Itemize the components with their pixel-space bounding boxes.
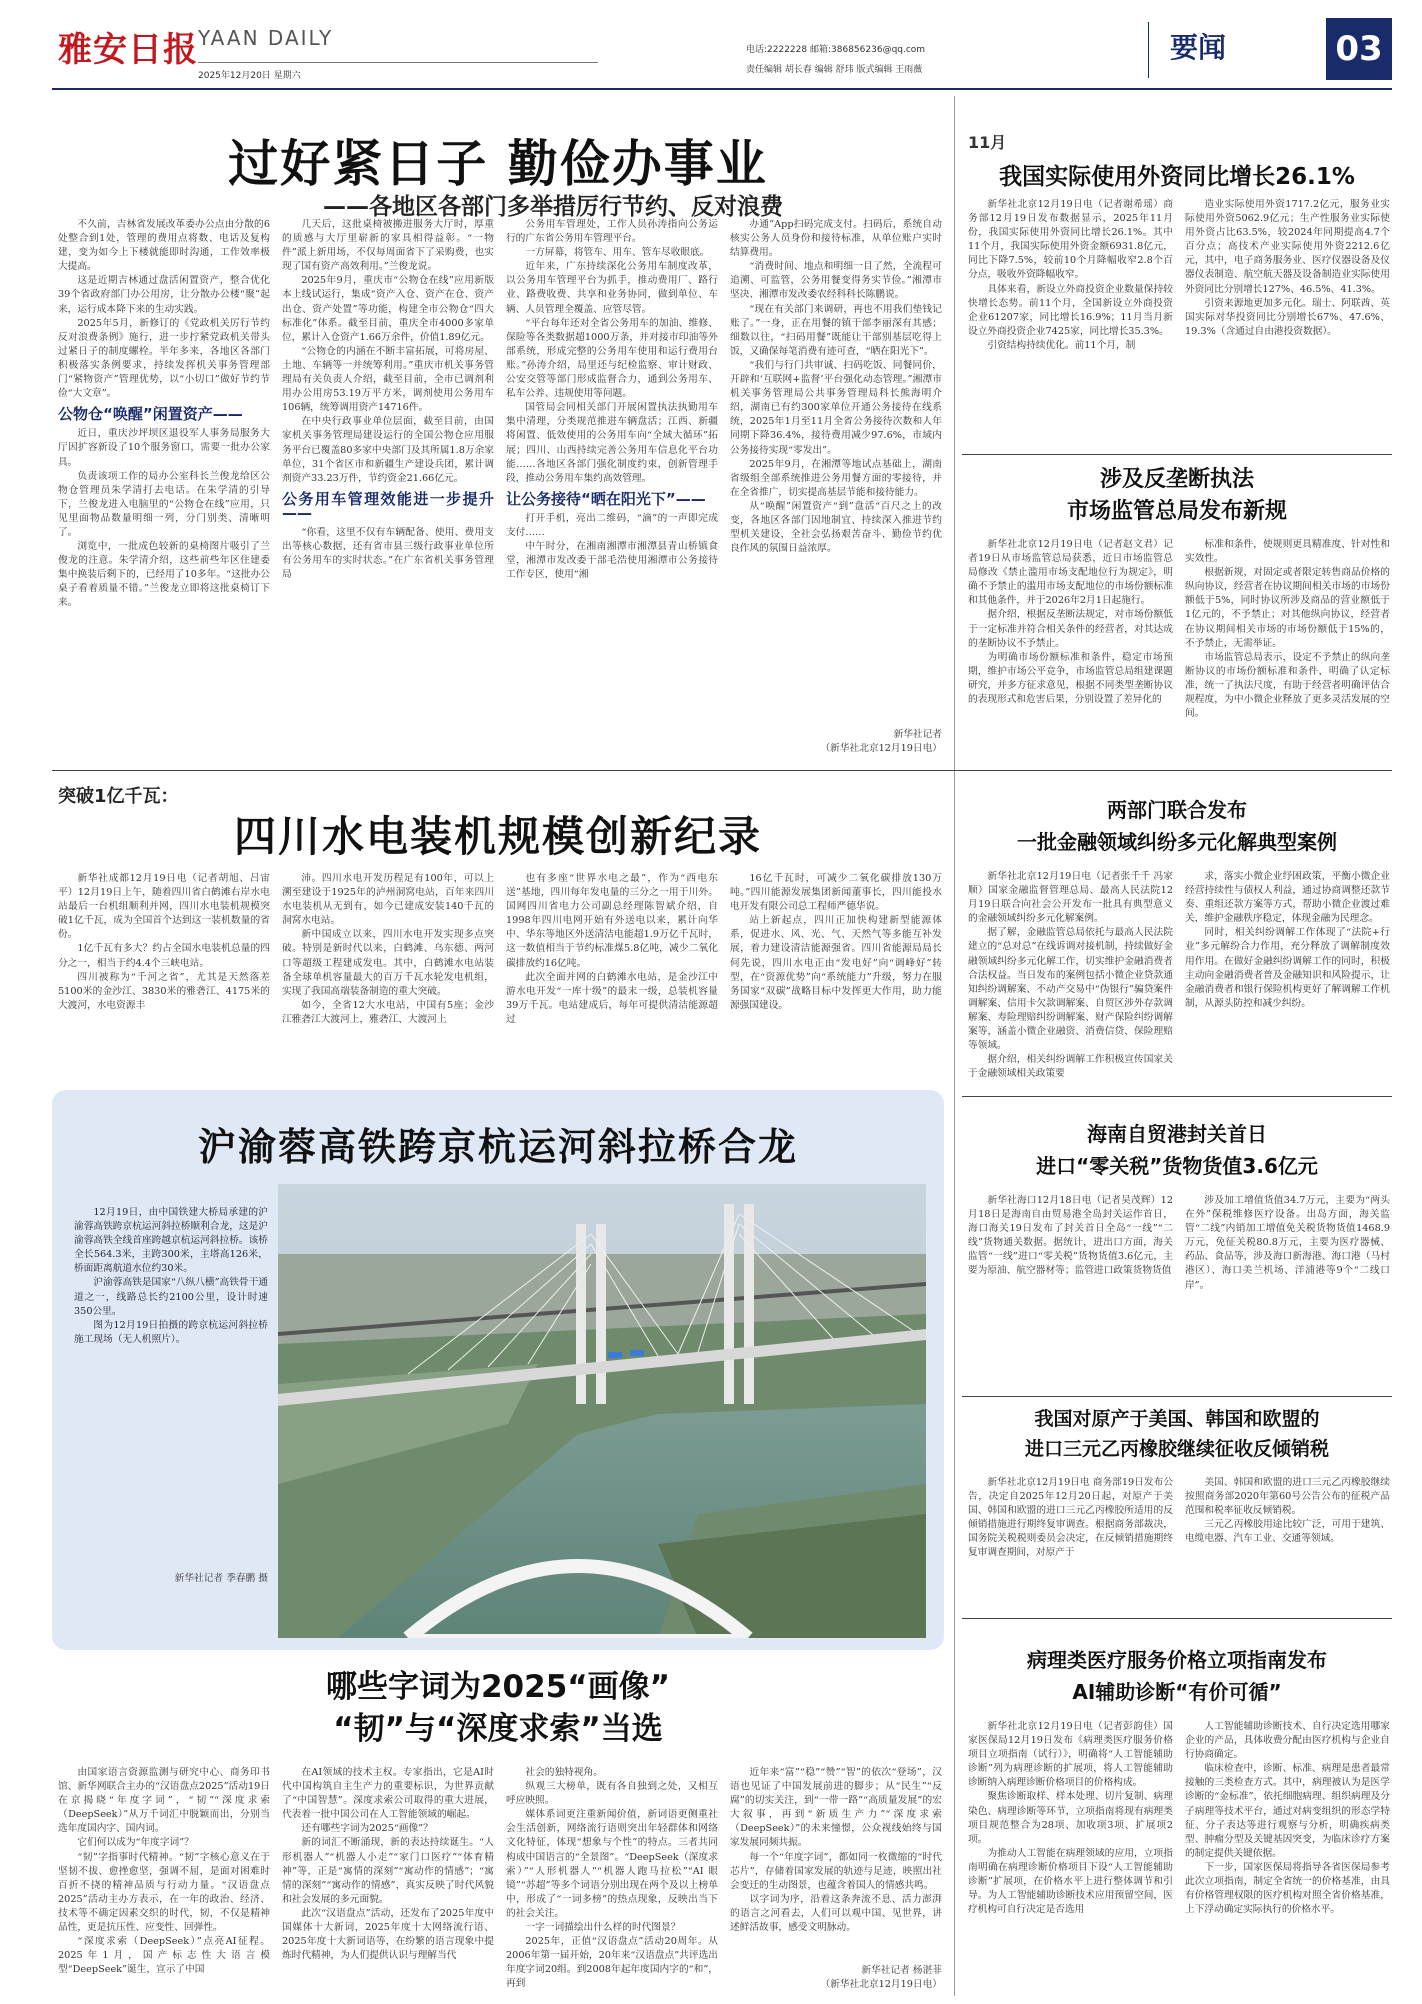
bridge-photo-illustration	[278, 1184, 926, 1638]
photo-credit: 新华社记者 季春鹏 摄	[174, 1573, 268, 1584]
article-10-title: 哪些字词为2025“画像” “韧”与“深度求索”当选	[325, 1669, 671, 1747]
paragraph: 从“唤醒”闲置资产“到”盘活“百尺之上的改变，各地区各部门因地制宜、持续深入推进节约型机关建设，全社会弘扬艰苦奋斗、勤俭节约优良作风的氛围日益浓厚。	[730, 500, 942, 555]
article-8-col-1	[968, 1476, 1173, 1612]
article-4-col-2	[282, 872, 494, 1072]
paragraph: 四川被称为“千河之省”，尤其是天然落差5100米的金沙江、3830米的雅砻江、4175米的大渡河，水电资源丰	[58, 971, 270, 1011]
newspaper-logo: 雅安日报	[58, 30, 198, 70]
paragraph: 一方屏幕，将管车、用车、管车尽收眼底。	[525, 247, 710, 259]
paragraph: “你看，这里不仅有车辆配备、使用、费用支出等核心数据，还有省市县三级行政事业单位所有公务用车的实时状态。”在广东省机关事务管理局	[282, 526, 494, 581]
paragraph-group	[58, 427, 270, 610]
article-10-source: （新华社北京12月19日电）	[820, 1979, 942, 1990]
article-10-byline: 新华社记者 杨湛菲	[861, 1965, 942, 1976]
paragraph: 浏览中，一批成色较新的桌椅图片吸引了兰俊龙的注意。朱学清介绍，这些前些年区住建委集中换装后剩下的，已经用了10多年。“这批办公桌子看着质量不错。”兰俊龙立即将这批桌椅订下来。	[58, 541, 270, 609]
paragraph-group	[506, 512, 718, 582]
paragraph: 站上新起点，四川正加快构建新型能源体系，促进水、风、光、气、天然气等多能互补发展，着力建设清洁能源强省。四川省能源局局长何先说，四川水电正由“发电好”向“调峰好”转型，在“资源优势”向“系统能力”升级，努力在服务国家“双碳”战略目标中发挥更大作用，助力能源强国建设。	[730, 915, 942, 1011]
paragraph: 沪渝蓉高铁是国家“八纵八横”高铁骨干通道之一，线路总长约2100公里，设计时速350公里。	[74, 1277, 268, 1317]
paragraph-group	[1185, 198, 1390, 339]
paragraph: 三元乙丙橡胶用途比较广泛，可用于建筑、电缆电器、汽车工业、交通等领域。	[1185, 1519, 1390, 1545]
paragraph: 媒体系词更注重新闻价值，新词语更侧重社会生活创新，网络流行语则突出年轻群体和网络文化特征，体现“想象与个性”的特点。三者共同构成中国语言的“全景图”。“DeepSeek（深度求索）”“人形机器人”“机器人跑马拉松”“AI 眼镜”“苏超”等多个词语分别出现在两个及以上榜单中，形成了“一词多榜”的热点现象，反映出当下的社会关注。	[506, 1809, 718, 1919]
paragraph: “消费时间、地点和明细一目了然，全流程可追溯、可监管，公务用餐变得务实节俭。”湘潭市坚决、湘潭市发改委农经科科长陈鹏说。	[730, 261, 942, 301]
article-3-col-1	[968, 538, 1173, 756]
paragraph-group	[968, 870, 1173, 1081]
paragraph: 近年来，广东持续深化公务用车制度改革，以公务用车管理平台为抓手，推动费用厂、路行业、路费收费、共享和业务协同，做到单位、车辆、人员管理全覆盖、应管尽管。	[506, 261, 718, 315]
paragraph: 新华社成都12月19日电（记者胡旭、吕宙平）12月19日上午，随着四川省白鹤滩右岸水电站最后一台机组顺利并网，四川水电装机规模突破1亿千瓦，成为全国首个达到这一装机数量的省份。	[58, 873, 270, 941]
paragraph: 近年来“富”“稳”“赞”“智”的依次“登场”，汉语也见证了中国发展前进的脚步；从“民生”“反腐”的切实关注，到“一带一路”“高质量发展”的宏大叙事，再到“新质生产力”“深度求索（DeepSeek）”的未来憧憬，公众视线始终与国家发展同频共振。	[730, 1767, 942, 1849]
article-10-col-2	[282, 1766, 494, 1992]
paragraph: 根据新规，对固定或者限定转售商品价格的纵向协议，经营者在协议期间相关市场的市场份额低于5%，同时协议所涉及商品的营业额低于1亿元的，不予禁止；对其他纵向协议，经营者在协议期间相关市场的市场份额低于15%的，不予禁止，无需举证。	[1185, 567, 1390, 649]
paragraph: 标准和条件，使规则更具精准度、针对性和实效性。	[1185, 539, 1390, 565]
article-2-col-1	[968, 198, 1173, 448]
article-2-kicker: 11月	[968, 133, 1007, 152]
paragraph-group	[1185, 1194, 1390, 1293]
section-name: 要闻	[1170, 31, 1227, 64]
paragraph: 新的词汇不断涌现，新的表达持续诞生。“人形机器人”“机器人小走”“家门口医疗”“体育精神”等，正是“寓情的深刻”“寓动作的情感”；“寓情的深刻”“寓动作的情感”，真实反映了时代风貌和社会发展的多元面貌。	[282, 1837, 494, 1905]
paragraph: 如今，全省12大水电站，中国有5座；金沙江雅砻江大渡河上，雅砻江、大渡河上	[282, 999, 494, 1025]
paragraph: 每一个“年度字词”，都如同一枚微缩的“时代芯片”，存储着国家发展的轨迹与足迹，映照出社会变迁的生动图景，也蕴含着国人的情感共鸣。	[730, 1851, 942, 1891]
article-4-title: 四川水电装机规模创新纪录	[233, 812, 762, 861]
paragraph-group	[968, 198, 1173, 353]
paragraph: 也有多座“世界水电之最”，作为“西电东送”基地，四川每年发电量的三分之一用于川外。国网四川省电力公司副总经理陈智斌介绍，自1998年四川电网开始有外送电以来，累计向华中、华东等地区外送清洁电能超1.9万亿千瓦时，这一数值相当于节约标准煤5.8亿吨，减少二氧化碳排放约16亿吨。	[506, 873, 718, 969]
paragraph: “平台每年还对全省公务用车的加油、维修、保险等各类数据超1000万条，并对接市印油等外部系统，形成完整的公务用车使用和运行费用台账。”孙涛介绍，局里还与纪检监察、审计财政、公安交管等部门形成监督合力，通到公务用车、私车公养、违规使用等问题。	[506, 317, 718, 400]
paragraph-group	[730, 218, 942, 556]
article-10-col-1	[58, 1766, 270, 1992]
paragraph: 1亿千瓦有多大？约占全国水电装机总量的四分之一，相当于约4.4个三峡电站。	[58, 943, 270, 969]
paragraph: 几天后，这批桌椅被搬进服务大厅时，厚重的质感与大厅里崭新的家具相得益彰。“一物件”派上新用场，不仅每周面省下了采购费，也实现了国有资产高效利用。”兰俊龙说。	[282, 219, 494, 273]
paragraph-group	[282, 218, 494, 486]
paragraph-group	[730, 1766, 942, 1935]
article-4-kicker: 突破1亿千瓦：	[58, 786, 179, 807]
paragraph: 图为12月19日拍摄的跨京杭运河斜拉桥施工现场（无人机照片）。	[74, 1319, 268, 1345]
paragraph: 据介绍，相关纠纷调解工作积极宣传国家关于金融领域相关政策要	[968, 1054, 1173, 1080]
paragraph: 2025年9月，在湘潭等地试点基础上，湖南省级组全部系统推进公务用餐方面的零接待，并在全省推广，切实提高基层节能和接待能力。	[730, 458, 942, 498]
article-7-col-1	[968, 1194, 1173, 1300]
paragraph-group	[1185, 538, 1390, 721]
paragraph-group	[506, 218, 718, 486]
article-2-col-2	[1185, 198, 1390, 448]
paragraph: 新华社北京12月19日电（记者张千千 冯家顺）国家金融监督管理总局、最高人民法院12月19日联合向社会公开发布一批具有典型意义的金融领域纠纷多元化解案例。	[968, 871, 1173, 925]
masthead-editors: 责任编辑 胡长春 编辑 舒玮 版式编辑 王雨薇	[746, 65, 923, 75]
article-1-col-2	[282, 218, 494, 758]
paragraph-group	[968, 538, 1173, 707]
article-9-title: 病理类医疗服务价格立项指南发布 AI辅助诊断“有价可循”	[1027, 1648, 1327, 1704]
paragraph: 下一步，国家医保局将指导各省医保局参考此次立项指南，制定全省统一的价格基准，由具有价格管理权限的医疗机构对照全省价格基准，上下浮动确定实际执行的价格水平。	[1185, 1861, 1390, 1916]
paragraph: 涉及加工增值货值34.7万元，主要为“两头在外”保税维修医疗设备。出岛方面，海关监管“二线”内销加工增值免关税货物货值1468.9万元，免征关税80.8万元，主要为医疗器械、药品、食品等，涉及海口新海港、海口港（马村港区）、海口美兰机场、洋浦港等9个“二线口岸”。	[1185, 1195, 1390, 1291]
article-5-title: 两部门联合发布 一批金融领域纠纷多元化解典型案例	[1017, 798, 1337, 854]
article-4-col-4	[730, 872, 942, 1072]
paragraph: 造业实际使用外资1717.2亿元，服务业实际使用外资5062.9亿元；生产性服务业实际使用外资占比63.5%，较2024年同期提高4.7个百分点；高技术产业实际使用外资2212.6亿元，其中，电子商务服务业、医疗仪器设备及仪器仪表制造、航空航天器及设备制造业实际使用外资同比分别增长127%、46.5%、41.3%。	[1185, 199, 1390, 295]
paragraph-group	[506, 1766, 718, 1992]
paragraph: 美国、韩国和欧盟的进口三元乙丙橡胶继续按照商务部2020年第60号公告公布的征税产品范围和税率征收反倾销税。	[1185, 1477, 1390, 1517]
paragraph: 此次“汉语盘点”活动，还发布了2025年度中国媒体十大新词，2025年度十大网络流行语、2025年度十大新词语等，在纷繁的语言现象中提炼时代精神，为人们提供认识与理解当代	[282, 1907, 494, 1962]
article-1-col-4	[730, 218, 942, 728]
paragraph-group	[74, 1206, 268, 1347]
paragraph: 引资结构持续优化。前11个月，制	[987, 339, 1136, 351]
paragraph: 新华社北京12月19日电（记者谢希瑶）商务部12月19日发布数据显示，2025年11月份，我国实际使用外资同比增长26.1%。其中11个月，我国实际使用外资金额6931.8亿元，同比下降7.5%，较前10个月降幅收窄2.8个百分点，吸收外资降幅收窄。	[968, 199, 1173, 281]
paragraph: 新华社北京12月19日电（记者赵文君）记者19日从市场监管总局获悉，近日市场监管总局修改《禁止滥用市场支配地位行为规定》，明确不予禁止的滥用市场支配地位的市场份额标准和其他条件，并于2026年2月1日起施行。	[968, 539, 1173, 607]
paragraph-group	[1185, 1720, 1390, 1917]
paragraph: 2025年9月，重庆市“公物仓在线”应用新版本上线试运行，集成“资产入仓、资产在仓、资产出仓、资产处置”等功能，构建全市公物仓“四大标准化”体系。截至目前，重庆全市4000多家单位，累计入仓资产1.66万余件，价值1.89亿元。	[282, 275, 494, 343]
paragraph: 公务用车管理处，工作人员孙涛指向公务运行的广东省公务用车管理平台。	[506, 219, 718, 245]
paragraph: 办通”App扫码完成支付。扫码后，系统自动核实公务人员身份和接待标准，从单位账户实时结算费用。	[730, 219, 942, 259]
paragraph: 为推动人工智能在病理领域的应用，立项指南明确在病理诊断价格项目下设“人工智能辅助诊断”扩展项，在价格水平上进行整体调节和引导。为人工智能辅助诊断技术应用预留空间，医疗机构可自行决定是否选用	[968, 1847, 1173, 1916]
article-4-col-1	[58, 872, 270, 1072]
paragraph: 由国家语言资源监测与研究中心、商务印书馆、新华网联合主办的“汉语盘点2025”活动19日在京揭晓“年度字词”，“韧”“深度求索（DeepSeek）”从万千词汇中脱颖而出，分别当选年度国内字、国内词。	[58, 1767, 270, 1835]
article-1-subhead-1: 公物仓“唤醒”闲置资产——	[58, 405, 243, 424]
article-1-col-3	[506, 218, 718, 758]
paragraph-group	[730, 872, 942, 1013]
paragraph: “我们与行门共审诚、扫码吃饭、同餐同价，开辟和‘互联网+监督’平台强化动态管理。”湘潭市机关事务管理局公共事务管理局科长熊海明介绍，湖南已有约300家单位开通公务接待在线系统，2025年1月至11月全省公务接待次数和人年同期下降36.4%，接待费用减少97.6%，市域内公务接待实现“零发出”。	[730, 359, 942, 456]
paragraph: 新华社北京12月19日电（记者彭韵佳）国家医保局12月19日发布《病理类医疗服务价格项目立项指南（试行）》，明确将“人工智能辅助诊断”列为病理诊断的扩展项，将人工智能辅助诊断纳入病理诊断价格项目的价格构成。	[968, 1721, 1173, 1789]
paragraph: 它们何以成为“年度字词”？	[77, 1837, 194, 1849]
article-1-subhead-3: 让公务接待“晒在阳光下”——	[506, 489, 706, 508]
paragraph: 纵观三大榜单，既有各自独到之处，又相互呼应映照。	[506, 1781, 718, 1807]
article-8-title: 我国对原产于美国、韩国和欧盟的 进口三元乙丙橡胶继续征收反倾销税	[1024, 1408, 1329, 1460]
paragraph: 16亿千瓦时，可减少二氧化碳排放130万吨。”四川能源发展集团新闻董事长，四川能投水电开发有限公司总工程师严德华说。	[730, 873, 942, 913]
article-1-byline: 新华社记者	[893, 729, 942, 740]
paragraph: “公物仓的内涵在不断丰富拓展，可将房屋、土地、车辆等一并统筹利用。”重庆市机关事务管理局有关负责人介绍，截至目前，全市已调剂利用办公用房53.19万平方米，调剂使用公务用车106辆，统筹调用资产14716件。	[282, 345, 494, 414]
paragraph: 人工智能辅助诊断技术、自行决定选用哪家企业的产品，具体收费分配由医疗机构与企业自行协商确定。	[1185, 1721, 1390, 1761]
photo-caption	[74, 1206, 268, 1566]
article-10-col-4	[730, 1766, 942, 1962]
paragraph: 沛。四川水电开发历程足有100年，可以上溯至建设于1925年的泸州洞窝电站，百年来四川水电装机从无到有，如今已建成安装140千瓦的洞窝水电站。	[282, 873, 494, 927]
paragraph: 市场监管总局表示，设定不予禁止的纵向垄断协议的市场份额标准和条件，明确了认定标准，统一了执法尺度，有助于经营者明确评估合规程度，为中小微企业释放了更多灵活发展的空间。	[1185, 651, 1390, 720]
article-1-subtitle: ——各地区各部门多举措厉行节约、反对浪费	[323, 194, 783, 220]
paragraph-group	[968, 1476, 1173, 1561]
article-5-col-2	[1185, 870, 1390, 1088]
paragraph: 还有哪些字词为2025“画像”？	[301, 1823, 433, 1835]
article-7-col-2	[1185, 1194, 1390, 1300]
paragraph: 2025年5月，新修订的《党政机关厉行节约反对浪费条例》施行，进一步拧紧党政机关带头过紧日子的制度螺栓。半年多来，各地区各部门积极落实条例要求，持续发挥机关事务管理部门“紧物资产”管理优势，以“小切口”做好节约节俭“大文章”。	[58, 317, 270, 400]
paragraph: 不久前，吉林省发展改革委办公点由分散的6处整合到1处，管理的费用点将数、电话及复构建，变为如今上下楼就能即时沟通，工作效率极大提高。	[58, 219, 270, 273]
paragraph-group	[282, 526, 494, 582]
paragraph: 在中央行政事业单位层面，截至目前，由国家机关事务管理局建设运行的全国公物仓应用服务平台已覆盖80多家中央部门及其所属1.8万余家单位，31个省区市和新疆生产建设兵团，累计调剂资产33.23万件，节约资金21.66亿元。	[282, 416, 494, 484]
masthead-contact: 电话:2222228 邮箱:386856236@qq.com	[746, 45, 926, 55]
paragraph: 为明确市场份额标准和条件，稳定市场预期，维护市场公平竞争，市场监管总局组建课题研究，并多方征求意见，根据不同类型垄断协议的表现形式和危害后果，分别设置了差异化的	[968, 651, 1173, 706]
paragraph-group	[58, 872, 270, 1013]
article-5-col-1	[968, 870, 1173, 1088]
paragraph: 国管局会同相关部门开展闲置执法执勤用车集中清理，分类规范推进车辆盘活；江西、新疆将闲置、低效使用的公务用车向“全域大循环”拓展；四川、山西持续完善公务用车信息化平台功能……各地区各部门强化制度约束，创新管理手段，推动公务用车集约高效管理。	[506, 402, 718, 484]
paragraph: 具体来看，新设立外商投资企业数量保持较快增长态势。前11个月，全国新设立外商投资企业61207家，同比增长16.9%；11月当月新设立外商投资企业7425家，同比增长35.3%。	[968, 283, 1173, 337]
article-9-col-2	[1185, 1720, 1390, 1992]
paragraph: 新中国成立以来，四川水电开发实现多点突破。特别是新时代以来，白鹤滩、乌东德、两河口等超级工程建成发电。其中，白鹤滩水电站装备全球单机容量最大的百万千瓦水轮发电机组，实现了我国高端装备制造的重大突破。	[282, 929, 494, 997]
page-number: 03	[1326, 18, 1392, 80]
paragraph: 近日，重庆沙坪坝区退役军人事务局服务大厅因扩容新设了10个服务窗口，需要一批办公家具。	[58, 428, 270, 468]
article-4-col-3	[506, 872, 718, 1072]
article-6-title: 沪渝蓉高铁跨京杭运河斜拉桥合龙	[197, 1125, 798, 1169]
masthead-date: 2025年12月20日 星期六	[198, 71, 301, 81]
article-8-col-2	[1185, 1476, 1390, 1612]
article-1-col-1	[58, 218, 270, 758]
paragraph: 社会的独特视角。	[525, 1767, 603, 1778]
paragraph: 在AI领域的技术主权。专家指出，它是AI时代中国构筑自主生产力的重要标识，为世界贡献了“中国智慧”。深度求索公司取得的重大进展，代表着一批中国公司在人工智能领域的崛起。	[282, 1767, 494, 1821]
paragraph: 同时，相关纠纷调解工作体现了“法院+行业”多元解纷合力作用，充分释放了调解制度效用作用。在做好金融纠纷调解工作的同时，积极主动向金融消费者普及金融知识和风险提示，让金融消费者和银行保险机构更好了解调解工作机制，从源头防控和减少纠纷。	[1185, 927, 1390, 1009]
paragraph: 据了解，金融监管总局依托与最高人民法院建立的“总对总”在线诉调对接机制，持续做好金融领域纠纷多元化解工作，切实维护金融消费者合法权益。当日发布的案例包括小微企业贷款通知纠纷调解案、不动产交易中“伪银行”骗贷案件调解案、信用卡欠款调解案、自贸区涉外存款调解案、寿险理赔纠纷调解案、财产保险纠纷调解案等，涵盖小微企业融资、消费信贷、保险理赔等领域。	[968, 927, 1173, 1052]
paragraph: 打开手机，亮出二维码，“滴”的一声即完成支付……	[506, 512, 718, 538]
paragraph-group	[1185, 870, 1390, 1011]
article-9-col-1	[968, 1720, 1173, 1992]
paragraph: 负责该项工作的局办公室科长兰俊龙给区公物仓管理员朱学清打去电话。在朱学清的引导下，兰俊龙进入电脑里的“公物仓在线”应用，只见里面物品数量明细一列，分门别类、清晰明了。	[58, 470, 270, 538]
paragraph: 这是近期吉林通过盘活闲置资产，整合优化39个省政府部门办公用房，让分散办公楼“聚”起来，运行成本降下来的生动实践。	[58, 275, 270, 315]
paragraph-group	[968, 1194, 1173, 1279]
paragraph: 聚焦诊断取样、样本处理、切片复制、病理染色、病理诊断等环节，立项指南将现有病理类项目规范整合为28项、加收项3项、扩展项2项。	[968, 1791, 1173, 1845]
paragraph: 引资来源地更加多元化。瑞士、阿联酋、英国实际对华投资同比分别增长67%、47.6%、19.3%（含通过自由港投资数据）。	[1185, 297, 1390, 337]
paragraph: 一字一词描绘出什么样的时代图景？	[525, 1922, 681, 1934]
paragraph: “深度求索（DeepSeek）”点亮AI征程。2025年1月，国产标志性大语言模型“DeepSeek”诞生，宣示了中国	[58, 1936, 270, 1976]
article-3-title: 涉及反垄断执法 市场监管总局发布新规	[1066, 467, 1287, 524]
article-1-subhead-2: 公务用车管理效能进一步提升——	[282, 489, 494, 522]
paragraph-group	[1185, 1476, 1390, 1546]
paragraph: 新华社海口12月18日电（记者吴茂辉）12月18日是海南自由贸易港全岛封关运作首日，海口海关19日发布了封关首日全岛“一线”“二线”货物通关数据。据统计，进出口方面，海关监管“一线”进口“零关税”货物货值3.6亿元，主要为原油、航空器材等；监管进口政策货物货值	[968, 1195, 1173, 1277]
article-1-source: （新华社北京12月19日电）	[820, 743, 942, 754]
article-7-title: 海南自贸港封关首日 进口“零关税”货物货值3.6亿元	[1036, 1122, 1318, 1178]
paragraph: 此次全面并网的白鹤滩水电站，是金沙江中游水电开发“一库十级”的最末一级，总装机容量39万千瓦。电站建成后，每年可提供清洁能源超过	[506, 971, 718, 1025]
paragraph: 中午时分，在湘南湘潭市湘潭县青山桥镇食堂，湘潭市发改委干部毛浩使用湘潭市公务接待工作专区，使用“湘	[506, 541, 718, 581]
paragraph-group	[58, 1766, 270, 1977]
paragraph: 求，落实小微企业纾困政策，平衡小微企业经营持续性与债权人利益，通过协商调整还款节奏、重组还款方案等方式，帮助小微企业渡过难关，维护金融秩序稳定，体现金融为民理念。	[1185, 871, 1390, 925]
paragraph-group	[506, 872, 718, 1027]
paragraph: 据介绍，根据反垄断法规定，对市场份额低于一定标准并符合相关条件的经营者，对其达成的垄断协议不予禁止。	[968, 609, 1173, 649]
masthead	[52, 14, 1392, 88]
bridge-photo	[278, 1184, 926, 1638]
paragraph-group	[58, 218, 270, 401]
paragraph: 以字词为序，沿着这条奔流不息、活力澎湃的语言之河看去，人们可以观中国、见世界，讲述鲜活故事，感受文明脉动。	[730, 1893, 942, 1934]
paragraph-group	[282, 872, 494, 1027]
paragraph: 新华社北京12月19日电 商务部19日发布公告，决定自2025年12月20日起，对原产于美国、韩国和欧盟的进口三元乙丙橡胶所适用的反倾销措施进行期终复审调查。根据商务部裁决，国务院关税税则委员会决定，在反倾销措施期终复审调查期间，对原产于	[968, 1477, 1173, 1559]
paragraph: 临床检查中，诊断、标准、病理是患者最常接触的三类检查方式。其中，病理被认为是医学诊断的“金标准”，依托细胞病理、组织病理及分子病理等技术平台，通过对病变组织的形态学特征、分子表达等进行观察与分析，明确疾病类型、肿瘤分型及关键基因突变，为临床诊疗方案的制定提供关键依据。	[1185, 1763, 1390, 1859]
paragraph-group	[282, 1766, 494, 1963]
article-1-title: 过好紧日子 勤俭办事业	[228, 135, 768, 193]
paragraph-group	[968, 1720, 1173, 1917]
masthead-english: YAAN DAILY	[198, 26, 334, 50]
article-3-col-2	[1185, 538, 1390, 756]
paragraph: 12月19日，由中国铁建大桥局承建的沪渝蓉高铁跨京杭运河斜拉桥顺利合龙，这是沪渝蓉高铁全线首座跨越京杭运河斜拉桥。该桥全长564.3米，主跨300米，主塔高126米，桥面距离航道水位约30米。	[74, 1207, 268, 1275]
paragraph: “现在有关部门来调研，再也不用我们垫钱记账了。”一身，正在用餐的镇干部李丽深有其感；细数以往，“扫码用餐”既能让干部别基层吃得上饭，又确保每笔消费有迹可查，“晒在阳光下”。	[730, 303, 942, 357]
paragraph: “韧”字指事时代精神。“韧”字核心意义在于坚韧不拔、愈挫愈坚，强调不屈，是面对困难时百折不挠的精神品质与行动力量。“汉语盘点2025”活动主办方表示，在一年的政治、经济、技术等不确定因素交织的时代，韧，不仅是精神品性，更是抗压性、应变性、回弹性。	[58, 1851, 270, 1934]
article-10-col-3	[506, 1766, 718, 1992]
article-2-title: 我国实际使用外资同比增长26.1%	[999, 164, 1355, 190]
paragraph: 2025年，正值“汉语盘点”活动20周年。从2006年第一届开始，20年来“汉语盘点”共评选出年度字词20组。到2008年起年度国内字的“和”，再到	[506, 1936, 718, 1990]
